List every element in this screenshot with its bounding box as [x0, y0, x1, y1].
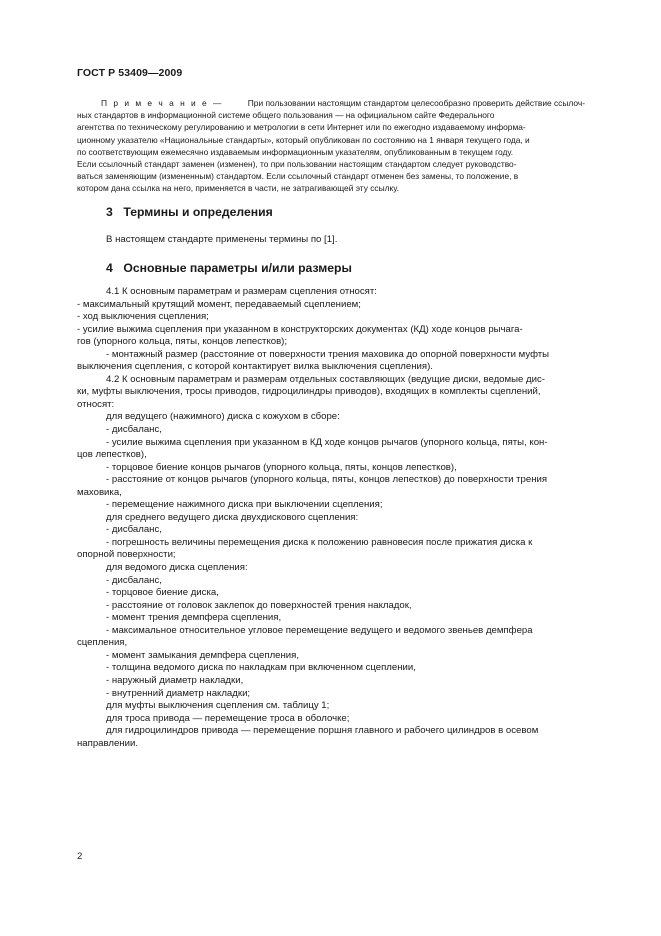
text-line: относят: — [77, 398, 115, 410]
text-line: 4.2 К основным параметрам и размерам отдельных составляющих (ведущие диски, ведомые дис- — [106, 373, 545, 385]
document-header: ГОСТ Р 53409—2009 — [77, 67, 183, 79]
note-line: П р и м е ч а н и е — При пользовании настоящим стандартом целесообразно проверить действие ссылоч- — [101, 98, 585, 108]
text-line: для муфты выключения сцепления см. таблицу 1; — [106, 700, 330, 712]
text-line: - монтажный размер (расстояние от поверхности трения маховика до опорной поверхности муфты — [106, 348, 550, 360]
text-line: - расстояние от головок заклепок до поверхностей трения накладок, — [106, 599, 412, 611]
text-line: опорной поверхности; — [77, 549, 176, 561]
text-line: - перемещение нажимного диска при выключении сцепления; — [106, 499, 383, 511]
section-3-heading — [106, 205, 273, 219]
text-line: - торцовое биение диска, — [106, 587, 219, 599]
text-line: сцепления, — [77, 637, 128, 649]
section-3-text: В настоящем стандарте применены термины по [1]. — [106, 234, 338, 245]
text-line: - внутренний диаметр накладки; — [106, 687, 251, 699]
text-line: - погрешность величины перемещения диска к положению равновесия после прижатия диска к — [106, 536, 533, 548]
section-4-number: 4 — [106, 261, 113, 275]
text-line: - дисбаланс, — [106, 524, 162, 536]
text-line: - усилие выжима сцепления при указанном в КД ходе концов рычагов (упорного кольца, пяты, кон- — [106, 436, 548, 448]
text-line: для гидроцилиндров привода — перемещение поршня главного и рабочего цилиндров в осевом — [106, 725, 539, 737]
text-line: цов лепестков), — [77, 449, 147, 461]
text-line: - момент трения демпфера сцепления, — [106, 612, 282, 624]
text-line: маховика, — [77, 486, 122, 498]
text-line: - расстояние от концов рычагов (упорного кольца, пяты, концов лепестков) до поверхности трения — [106, 474, 548, 486]
text-line: - дисбаланс, — [106, 574, 162, 586]
text-line: для ведомого диска сцепления: — [106, 562, 248, 574]
text-line: гов (упорного кольца, пяты, концов лепестков); — [77, 336, 288, 348]
text-line: направлении. — [77, 737, 138, 749]
text-line: для троса привода — перемещение троса в оболочке; — [106, 712, 350, 724]
note-line: по соответствующим ежемесячно издаваемым информационным указателям, опубликованным в текущем году. — [77, 146, 514, 157]
note-line: Если ссылочный стандарт заменен (изменен), то при пользовании настоящим стандартом следует руководство- — [77, 159, 517, 170]
note-line: агентства по техническому регулированию и метрологии в сети Интернет или по ежегодно издаваемому информа- — [77, 122, 526, 133]
text-line: - усилие выжима сцепления при указанном в конструкторских документах (КД) ходе концов рычага- — [77, 323, 523, 335]
note-line: ваться заменяющим (измененным) стандартом. Если ссылочный стандарт отменен без замены, то положение, в — [77, 171, 519, 182]
note-paragraph — [77, 97, 585, 195]
text-line: - торцовое биение концов рычагов (упорного кольца, пяты, концов лепестков), — [106, 461, 457, 473]
section-4-heading — [106, 261, 352, 275]
text-line: для среднего ведущего диска двухдискового сцепления: — [106, 511, 359, 523]
text-line: - толщина ведомого диска по накладкам при включенном сцеплении, — [106, 662, 416, 674]
note-line: котором дана ссылка на него, применяется в части, не затрагивающей эту ссылку. — [77, 183, 399, 194]
note-line: ных стандартов в информационной системе общего пользования — на официальном сайте Федерального — [77, 110, 495, 121]
text-line: выключения сцепления, с которой контактирует вилка выключения сцепления). — [77, 361, 433, 373]
text-line: - дисбаланс, — [106, 424, 162, 436]
section-3-number: 3 — [106, 205, 113, 219]
text-line: - ход выключения сцепления; — [77, 311, 209, 323]
text-line: - момент замыкания демпфера сцепления, — [106, 649, 300, 661]
page-number: 2 — [77, 851, 83, 862]
text-line: - наружный диаметр накладки, — [106, 674, 244, 686]
text-line: - максимальный крутящий момент, передаваемый сцеплением; — [77, 298, 361, 310]
section-4-title: Основные параметры и/или размеры — [123, 261, 352, 275]
text-line: для ведущего (нажимного) диска с кожухом в сборе: — [106, 411, 340, 423]
text-line: - максимальное относительное угловое перемещение ведущего и ведомого звеньев демпфера — [106, 624, 533, 636]
text-line: ки, муфты выключения, тросы приводов, гидроцилиндры приводов), входящих в комплекты сцеплений, — [77, 386, 541, 398]
text-line: 4.1 К основным параметрам и размерам сцепления относят: — [106, 286, 377, 297]
note-label: П р и м е ч а н и е — — [101, 98, 224, 108]
note-line: ционному указателю «Национальные стандарты», который опубликован по состоянию на 1 января текущего года, и — [77, 134, 530, 145]
section-3-title: Термины и определения — [123, 205, 273, 219]
section-4-body — [77, 286, 585, 750]
